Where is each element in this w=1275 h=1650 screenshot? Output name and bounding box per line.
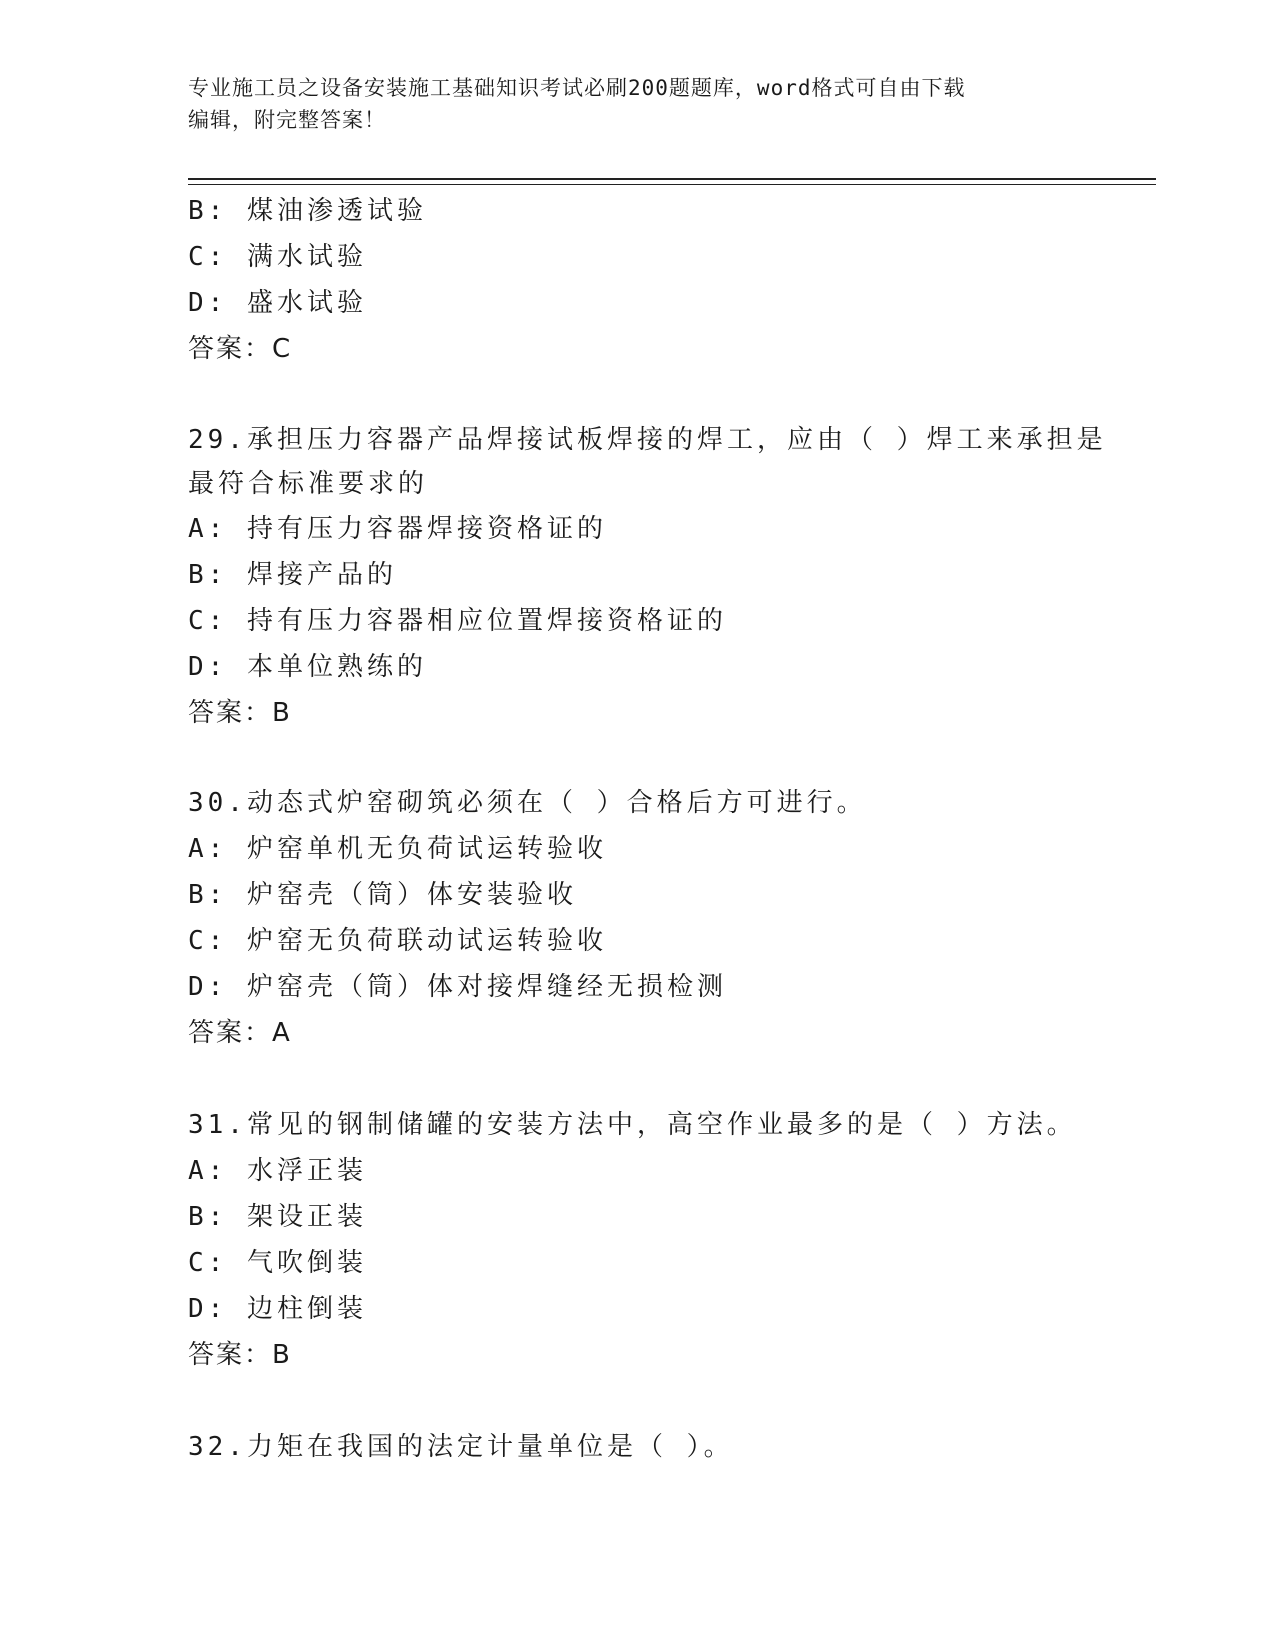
option-d: D: 本单位熟练的 <box>188 652 427 682</box>
option-a: A: 持有压力容器焊接资格证的 <box>188 514 607 544</box>
option-c: C: 满水试验 <box>188 242 367 272</box>
option-b: B: 架设正装 <box>188 1202 367 1232</box>
option-a: A: 水浮正装 <box>188 1156 367 1186</box>
answer: 答案：A <box>188 1018 292 1048</box>
option-b: B: 炉窑壳（筒）体安装验收 <box>188 880 577 910</box>
answer: 答案：B <box>188 1340 292 1370</box>
option-a: A: 炉窑单机无负荷试运转验收 <box>188 834 607 864</box>
question-stem-line-1: 29.承担压力容器产品焊接试板焊接的焊工，应由（ ）焊工来承担是 <box>188 425 1107 455</box>
option-c: C: 气吹倒装 <box>188 1248 367 1278</box>
spacer <box>188 1378 1088 1424</box>
answer: 答案：B <box>188 698 292 728</box>
question-29 <box>188 418 1107 736</box>
question-31 <box>188 1102 1088 1378</box>
question-stem: 32.力矩在我国的法定计量单位是（ ）。 <box>188 1432 734 1462</box>
spacer <box>188 1056 1088 1102</box>
option-d: D: 边柱倒装 <box>188 1294 367 1324</box>
question-list <box>188 188 1107 1470</box>
option-d: D: 盛水试验 <box>188 288 367 318</box>
option-b: B: 焊接产品的 <box>188 560 397 590</box>
option-c: C: 持有压力容器相应位置焊接资格证的 <box>188 606 727 636</box>
answer: 答案：C <box>188 334 293 364</box>
question-30 <box>188 780 1088 1056</box>
header-rule-thick <box>188 178 1156 180</box>
header-line-1: 专业施工员之设备安装施工基础知识考试必刷200题题库，word格式可自由下载 <box>188 76 966 100</box>
spacer <box>188 736 1088 780</box>
question-stem: 31.常见的钢制储罐的安装方法中，高空作业最多的是（ ）方法。 <box>188 1110 1077 1140</box>
header-line-2: 编辑，附完整答案！ <box>188 108 386 132</box>
question-28 <box>188 188 1088 372</box>
question-stem-line-2: 最符合标准要求的 <box>188 469 429 499</box>
document-header <box>188 72 1088 136</box>
question-32 <box>188 1424 1088 1470</box>
option-c: C: 炉窑无负荷联动试运转验收 <box>188 926 607 956</box>
option-d: D: 炉窑壳（筒）体对接焊缝经无损检测 <box>188 972 727 1002</box>
option-b: B: 煤油渗透试验 <box>188 196 427 226</box>
header-rule-thin <box>188 184 1156 185</box>
spacer <box>188 372 1088 418</box>
question-stem: 30.动态式炉窑砌筑必须在（ ）合格后方可进行。 <box>188 788 867 818</box>
